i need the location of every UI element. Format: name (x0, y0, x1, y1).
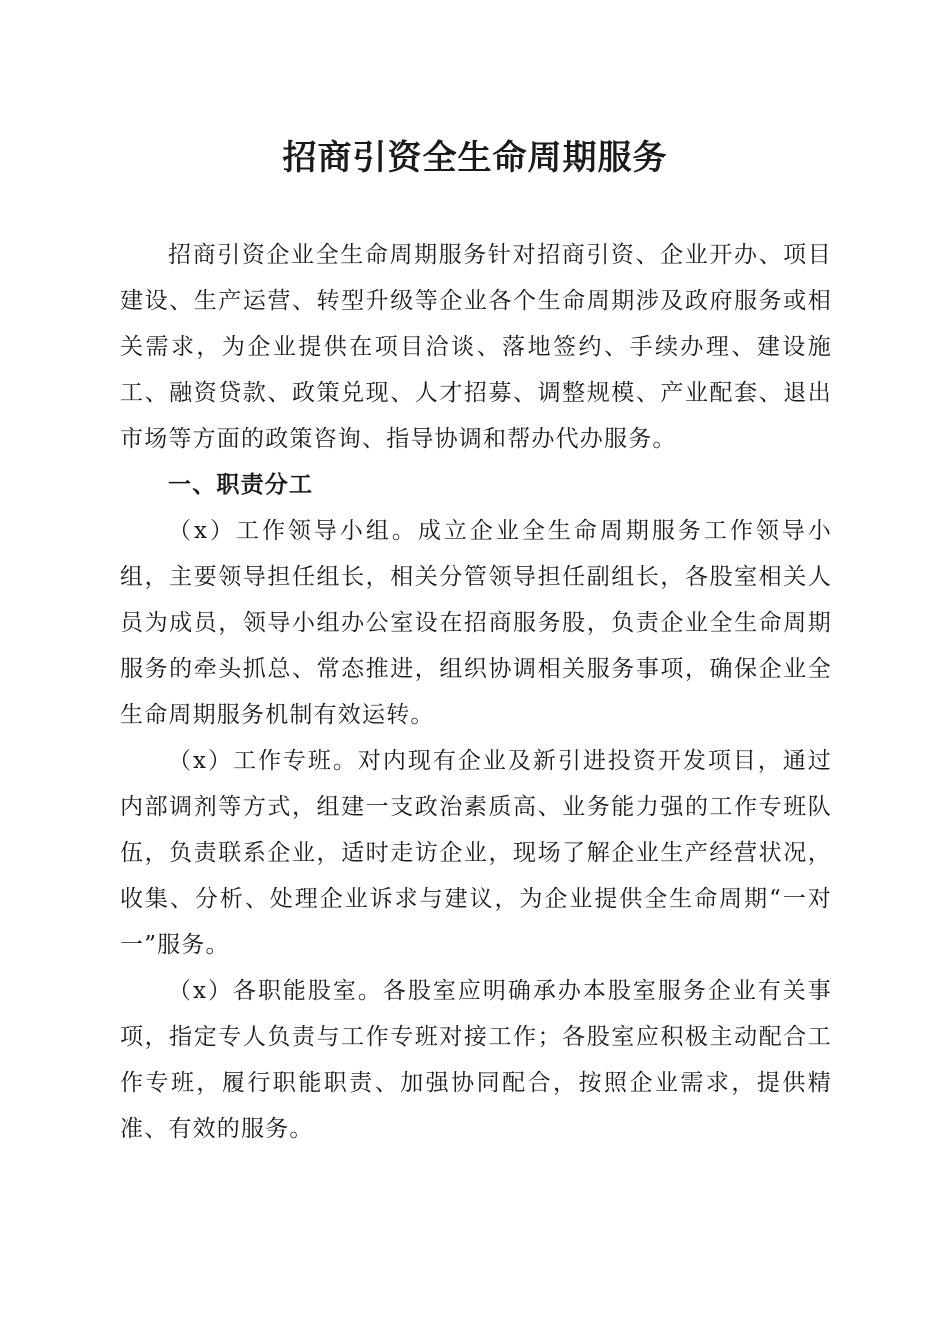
document-title: 招商引资全生命周期服务 (282, 138, 668, 178)
document-body (120, 232, 832, 1152)
paragraph-work-team: （x）工作专班。对内现有企业及新引进投资开发项目，通过内部调剂等方式，组建一支政治素质高、业务能力强的工作专班队伍，负责联系企业，适时走访企业，现场了解企业生产经营状况，收集、分析、处理企业诉求与建议，为企业提供全生命周期“一对一”服务。 (120, 748, 832, 958)
intro-paragraph: 招商引资企业全生命周期服务针对招商引资、企业开办、项目建设、生产运营、转型升级等企业各个生命周期涉及政府服务或相关需求，为企业提供在项目洽谈、落地签约、手续办理、建设施工、融资贷款、政策兑现、人才招募、调整规模、产业配套、退出市场等方面的政策咨询、指导协调和帮办代办服务。 (120, 242, 832, 452)
section-heading: 一、职责分工 (168, 472, 314, 498)
paragraph-functional-departments: （x）各职能股室。各股室应明确承办本股室服务企业有关事项，指定专人负责与工作专班对接工作；各股室应积极主动配合工作专班，履行职能职责、加强协同配合，按照企业需求，提供精准、有效的服务。 (120, 978, 832, 1142)
paragraph-leadership-group: （x）工作领导小组。成立企业全生命周期服务工作领导小组，主要领导担任组长，相关分管领导担任副组长，各股室相关人员为成员，领导小组办公室设在招商服务股，负责企业全生命周期服务的牵头抓总、常态推进，组织协调相关服务事项，确保企业全生命周期服务机制有效运转。 (120, 518, 832, 728)
